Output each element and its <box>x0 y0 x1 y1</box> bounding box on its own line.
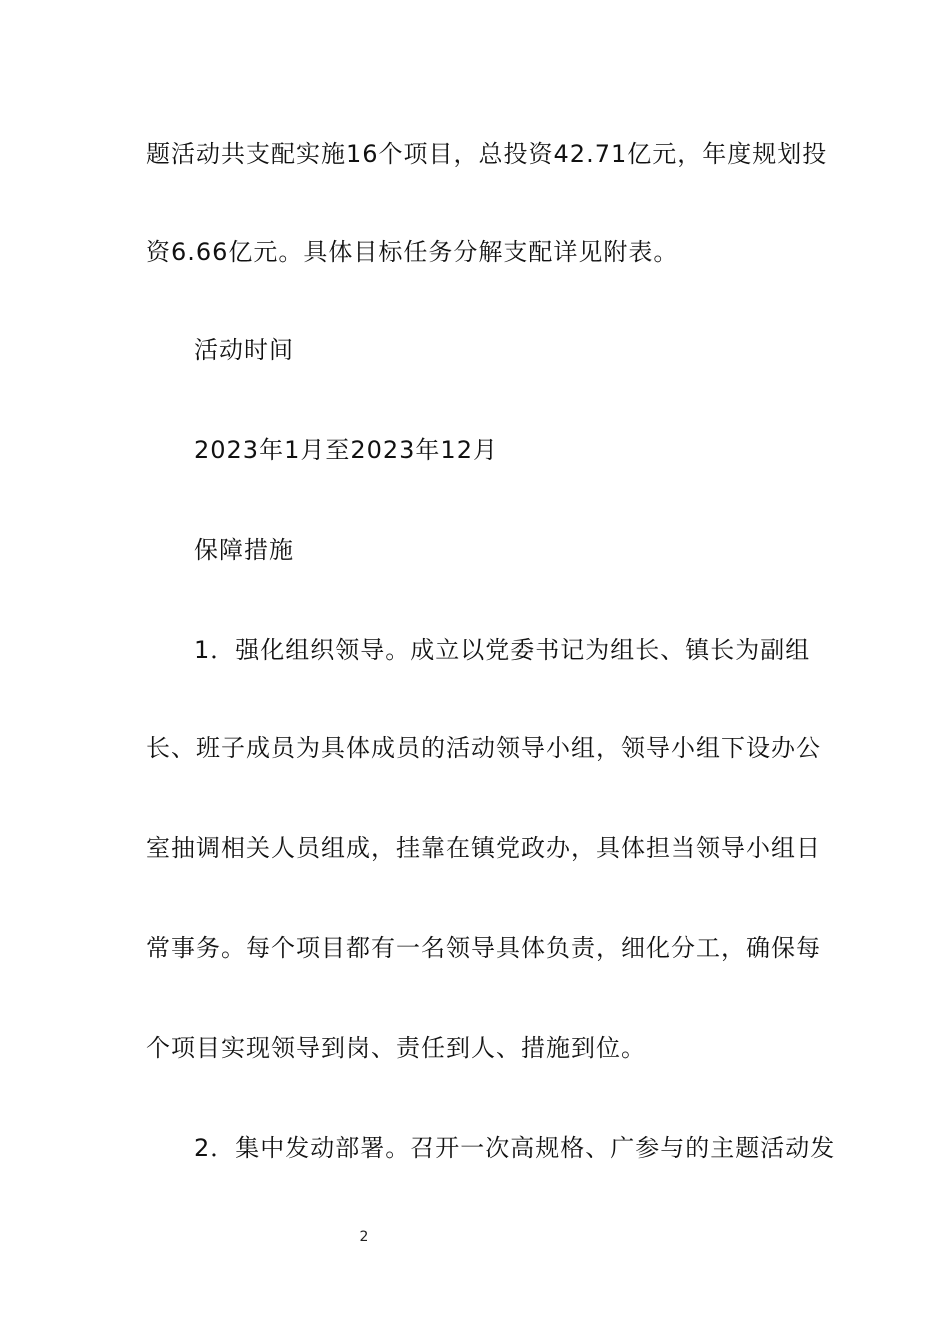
paragraph-line: 1．强化组织领导。成立以党委书记为组长、镇长为副组 <box>194 636 811 664</box>
paragraph-line: 室抽调相关人员组成，挂靠在镇党政办，具体担当领导小组日 <box>146 834 821 862</box>
section-heading: 活动时间 <box>194 336 294 364</box>
paragraph-line: 常事务。每个项目都有一名领导具体负责，细化分工，确保每 <box>146 934 821 962</box>
paragraph-line: 个项目实现领导到岗、责任到人、措施到位。 <box>146 1034 646 1062</box>
paragraph-line: 长、班子成员为具体成员的活动领导小组，领导小组下设办公 <box>146 734 821 762</box>
paragraph-line: 资6.66亿元。具体目标任务分解支配详见附表。 <box>146 238 679 266</box>
paragraph-line: 2．集中发动部署。召开一次高规格、广参与的主题活动发 <box>194 1134 836 1162</box>
paragraph-line: 2023年1月至2023年12月 <box>194 436 498 464</box>
section-heading: 保障措施 <box>194 536 294 564</box>
paragraph-line: 题活动共支配实施16个项目，总投资42.71亿元，年度规划投 <box>146 140 828 168</box>
page-number: 2 <box>359 1229 369 1245</box>
